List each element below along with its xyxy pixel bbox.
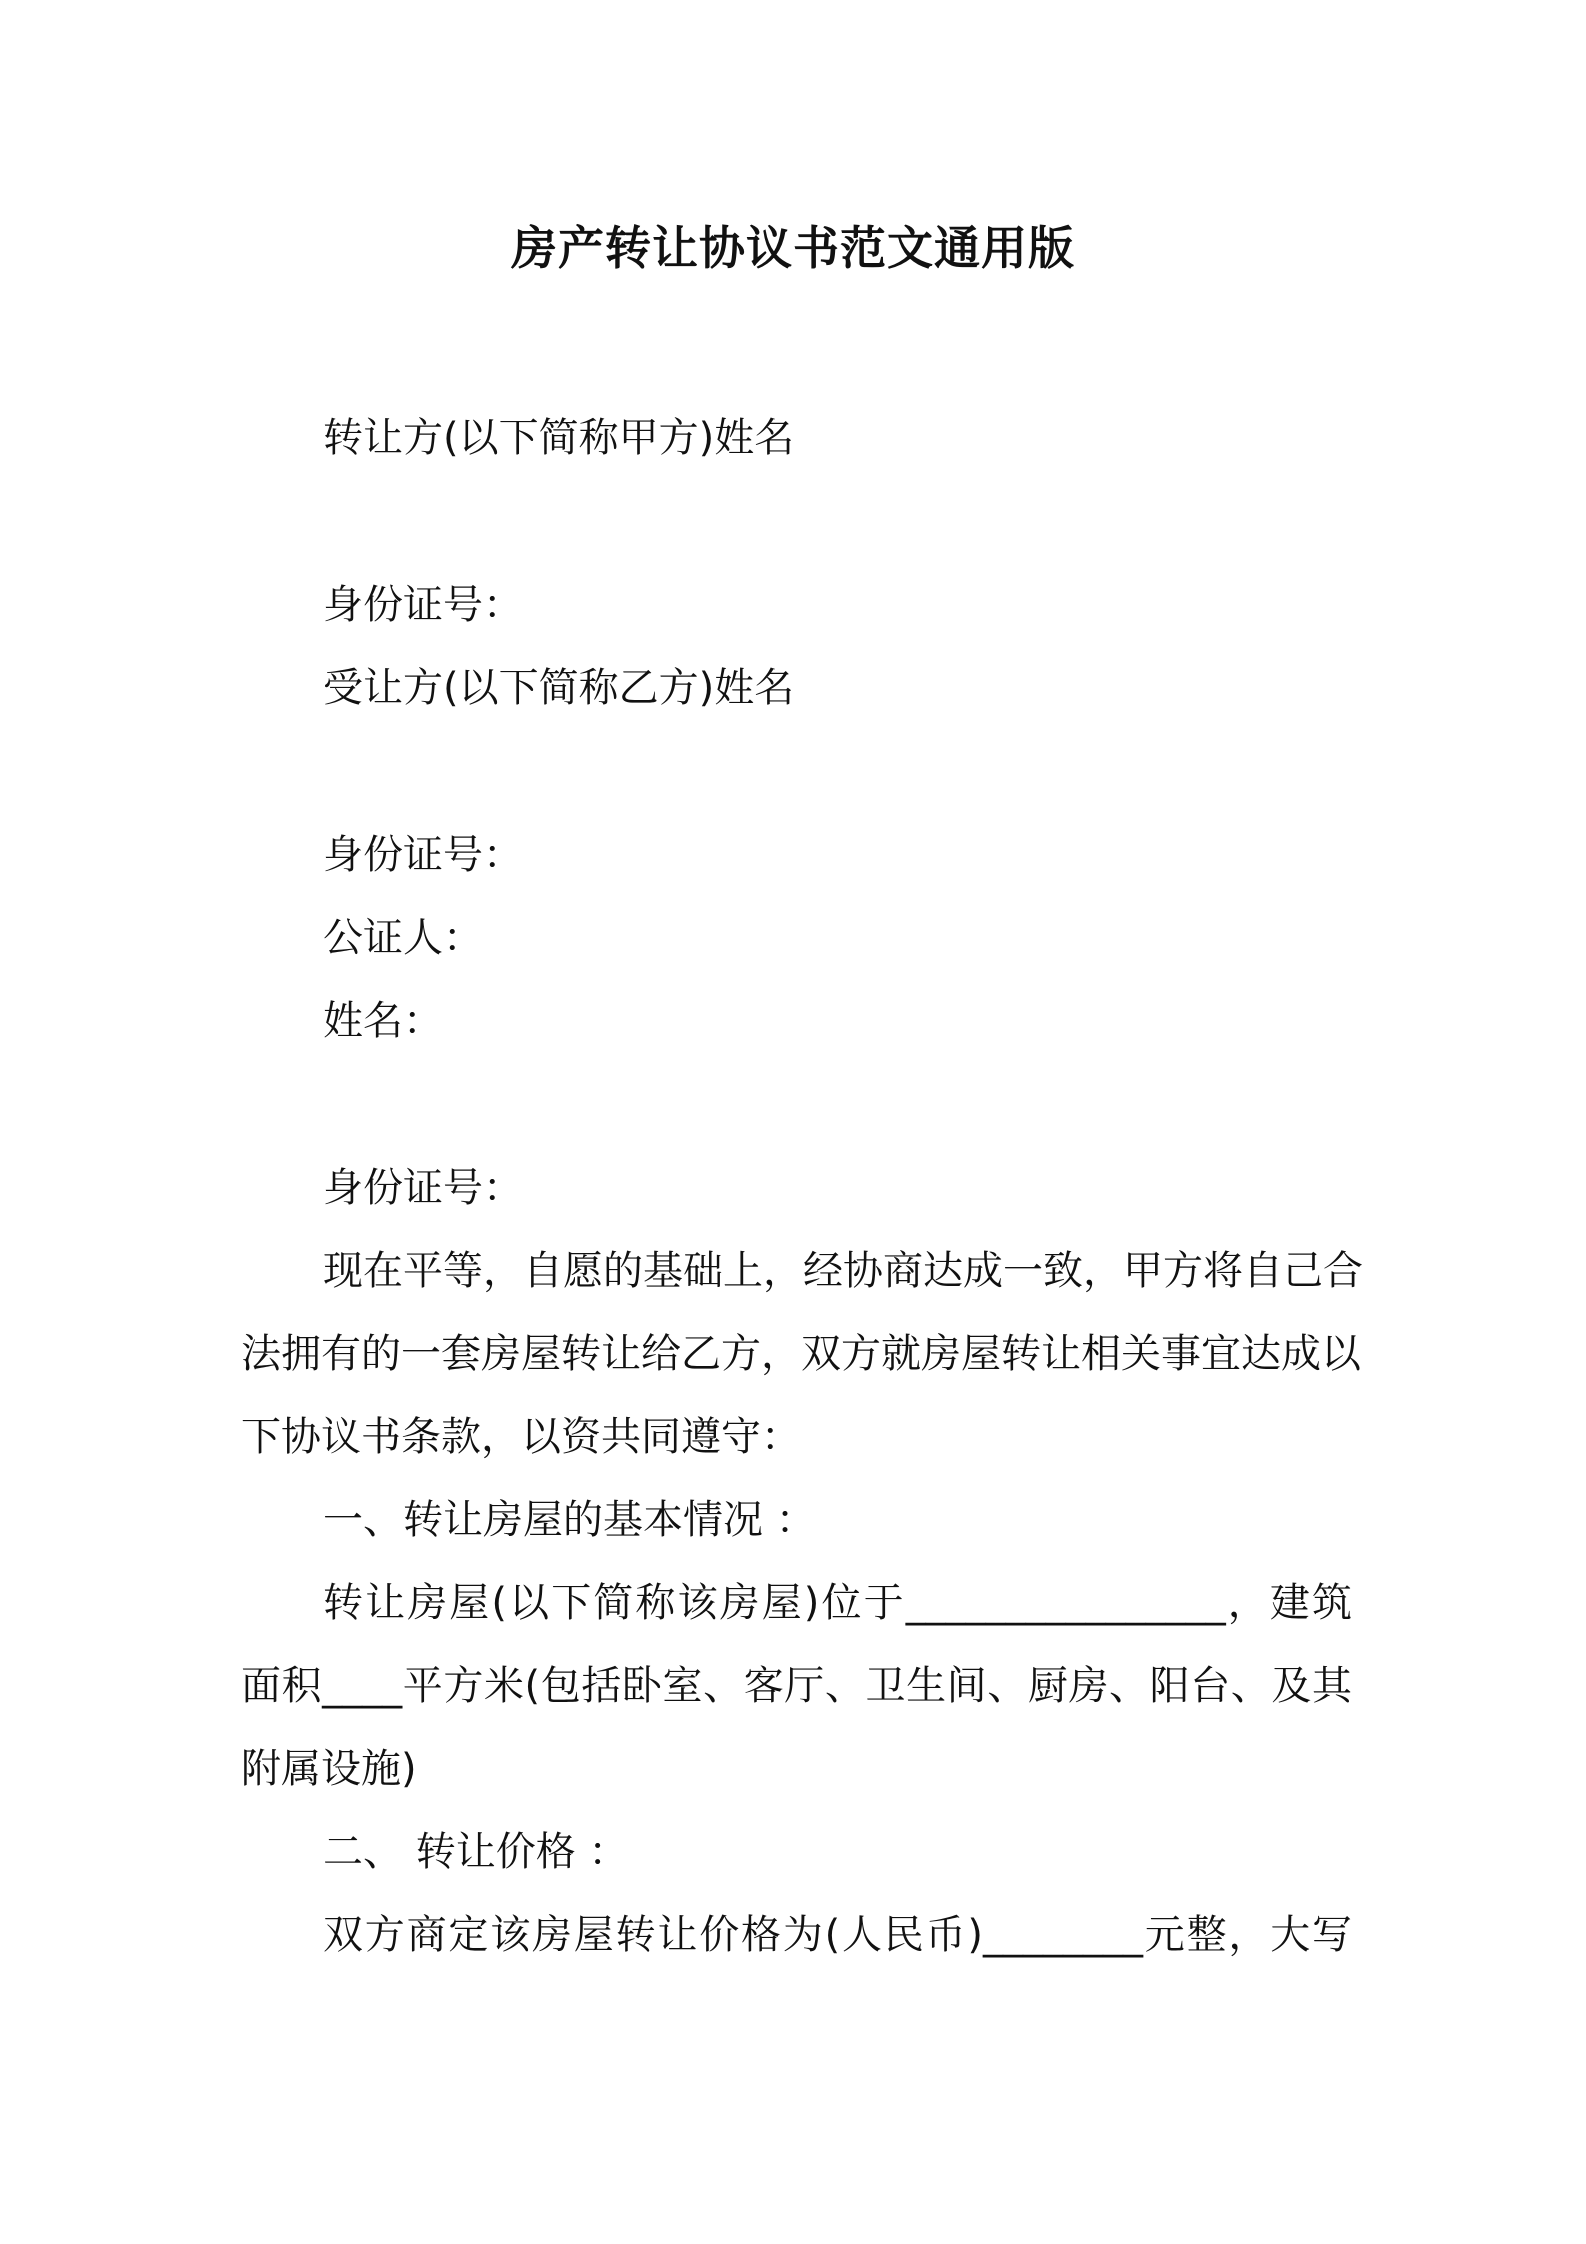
transferee-id-line: 身份证号： [323,832,523,878]
paragraph-1-line-3: 下协议书条款，以资共同遵守： [241,1414,801,1460]
paragraph-2-line-3: 附属设施) [241,1746,417,1792]
paragraph-1-line-1: 现在平等，自愿的基础上，经协商达成一致，甲方将自己合 [323,1248,1363,1294]
transferee-line: 受让方(以下简称乙方)姓名 [323,665,795,711]
paragraph-3-line-1: 双方商定该房屋转让价格为(人民币)________元整，大写 [323,1912,1352,1958]
paragraph-2-line-1: 转让房屋(以下简称该房屋)位于________________，建筑 [323,1580,1352,1626]
section-2-heading: 二、 转让价格 ： [323,1829,629,1875]
transferor-id-line: 身份证号： [323,582,523,628]
paragraph-1-line-2: 法拥有的一套房屋转让给乙方，双方就房屋转让相关事宜达成以 [241,1331,1361,1377]
document-title: 房产转让协议书范文通用版 [511,221,1075,275]
section-1-heading: 一、转让房屋的基本情况 ： [323,1497,816,1543]
transferor-line: 转让方(以下简称甲方)姓名 [323,415,795,461]
notary-name-line: 姓名： [323,998,443,1044]
notary-line: 公证人： [323,915,483,961]
paragraph-2-line-2: 面积____平方米(包括卧室、客厅、卫生间、厨房、阳台、及其 [241,1663,1352,1709]
notary-id-line: 身份证号： [323,1165,523,1211]
